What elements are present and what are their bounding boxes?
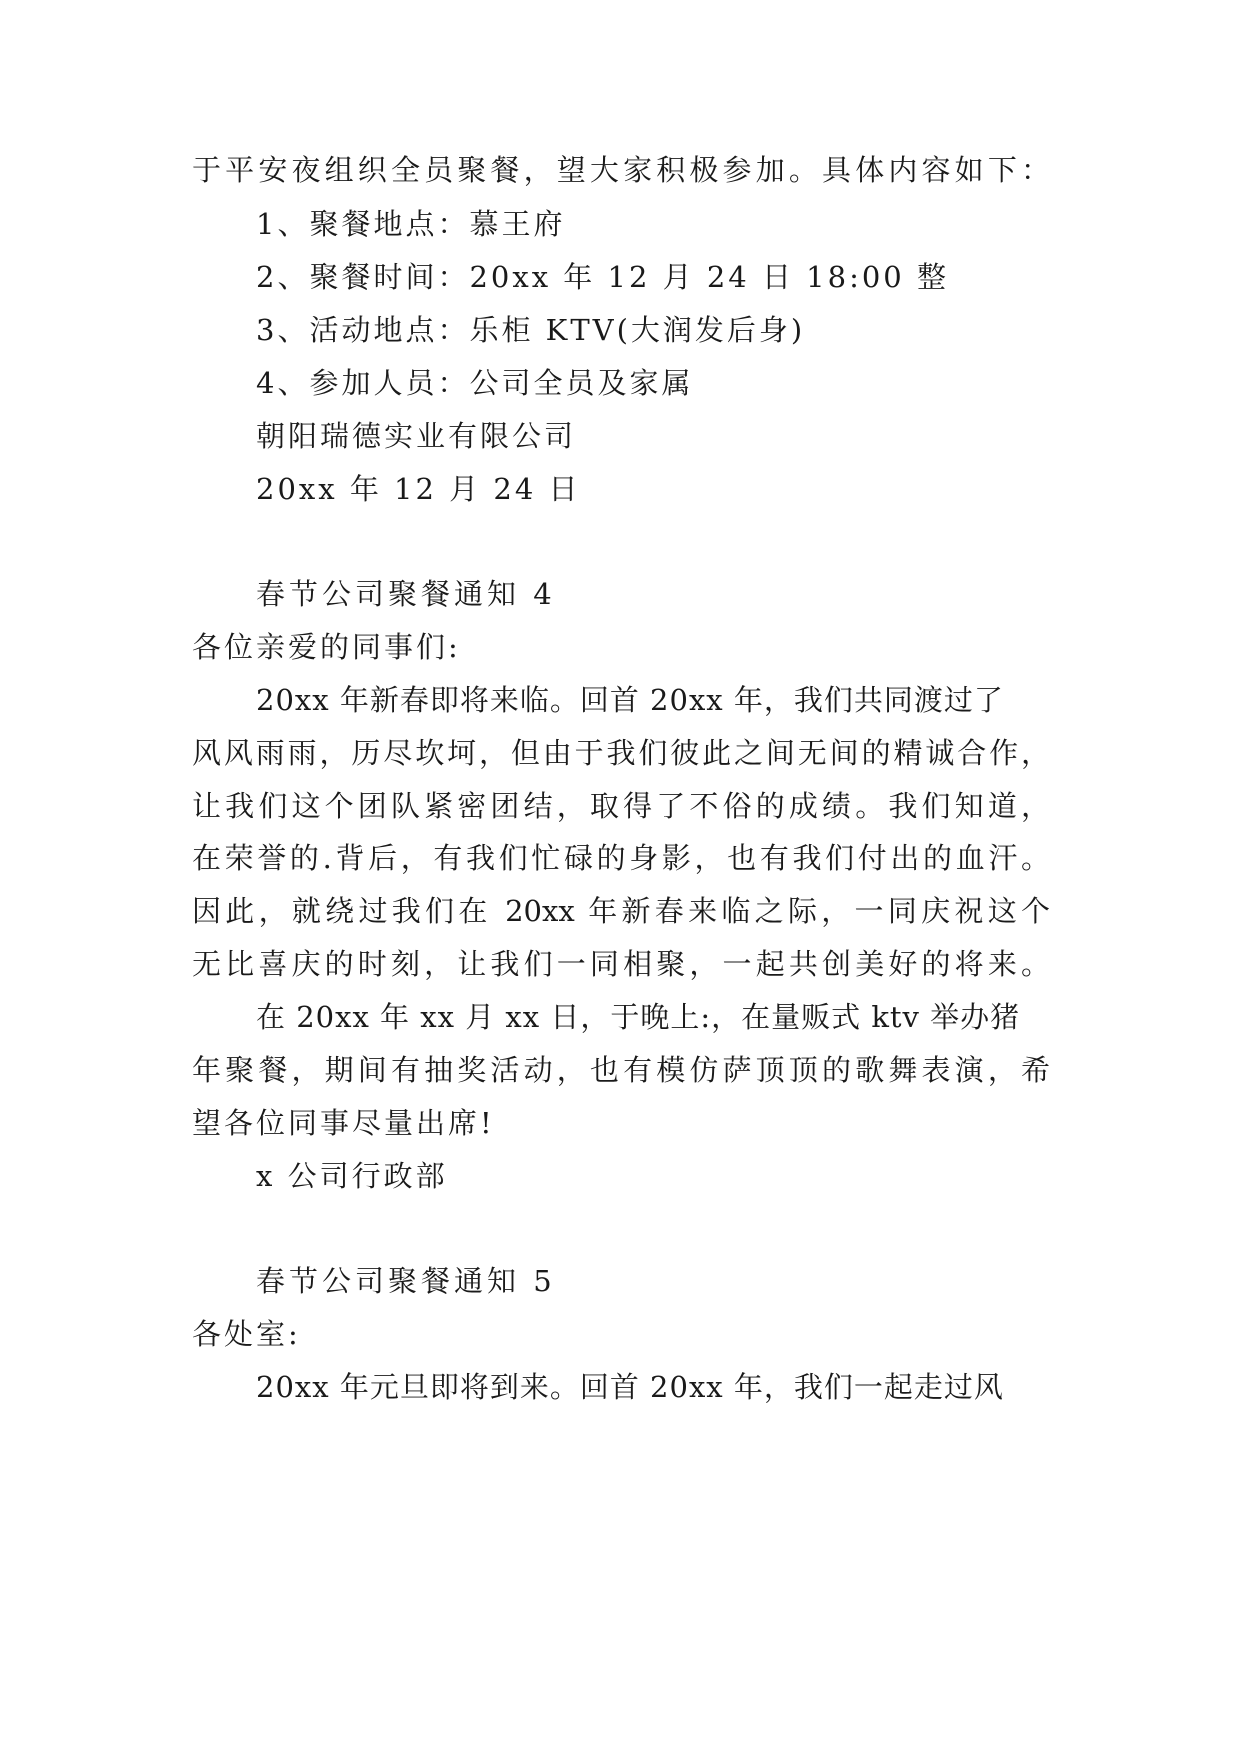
list-item: 2、聚餐时间：20xx 年 12 月 24 日 18:00 整 [256, 260, 949, 294]
paragraph-line: 因此，就绕过我们在 20xx 年新春来临之际，一同庆祝这个 [192, 894, 1050, 928]
section-title: 春节公司聚餐通知 4 [256, 577, 556, 611]
paragraph-line: 年聚餐，期间有抽奖活动，也有模仿萨顶顶的歌舞表演，希 [192, 1053, 1050, 1087]
greeting: 各处室: [192, 1317, 301, 1351]
list-item: 4、参加人员：公司全员及家属 [256, 366, 694, 400]
paragraph-line: 风风雨雨，历尽坎坷，但由于我们彼此之间无间的精诚合作， [192, 736, 1050, 770]
paragraph-line: 望各位同事尽量出席! [192, 1106, 495, 1140]
paragraph-line: 20xx 年新春即将来临。回首 20xx 年，我们共同渡过了 [256, 683, 1004, 717]
paragraph-line: 在 20xx 年 xx 月 xx 日，于晚上:，在量贩式 ktv 举办猪 [256, 1000, 1021, 1034]
list-item: 1、聚餐地点：慕王府 [256, 207, 566, 241]
paragraph-line: 无比喜庆的时刻，让我们一同相聚，一起共创美好的将来。 [192, 947, 1050, 981]
notice-intro-line: 于平安夜组织全员聚餐，望大家积极参加。具体内容如下： [192, 153, 1050, 187]
paragraph-line: 在荣誉的.背后，有我们忙碌的身影，也有我们付出的血汗。 [192, 841, 1050, 875]
list-item: 3、活动地点：乐柜 KTV(大润发后身) [256, 313, 806, 347]
company-name: 朝阳瑞德实业有限公司 [256, 419, 577, 453]
greeting: 各位亲爱的同事们: [192, 630, 461, 664]
paragraph-line: 20xx 年元旦即将到来。回首 20xx 年，我们一起走过风 [256, 1370, 1004, 1404]
notice-date: 20xx 年 12 月 24 日 [256, 472, 581, 506]
paragraph-line: 让我们这个团队紧密团结，取得了不俗的成绩。我们知道， [192, 789, 1050, 823]
signature: x 公司行政部 [256, 1159, 448, 1193]
section-title: 春节公司聚餐通知 5 [256, 1264, 556, 1298]
